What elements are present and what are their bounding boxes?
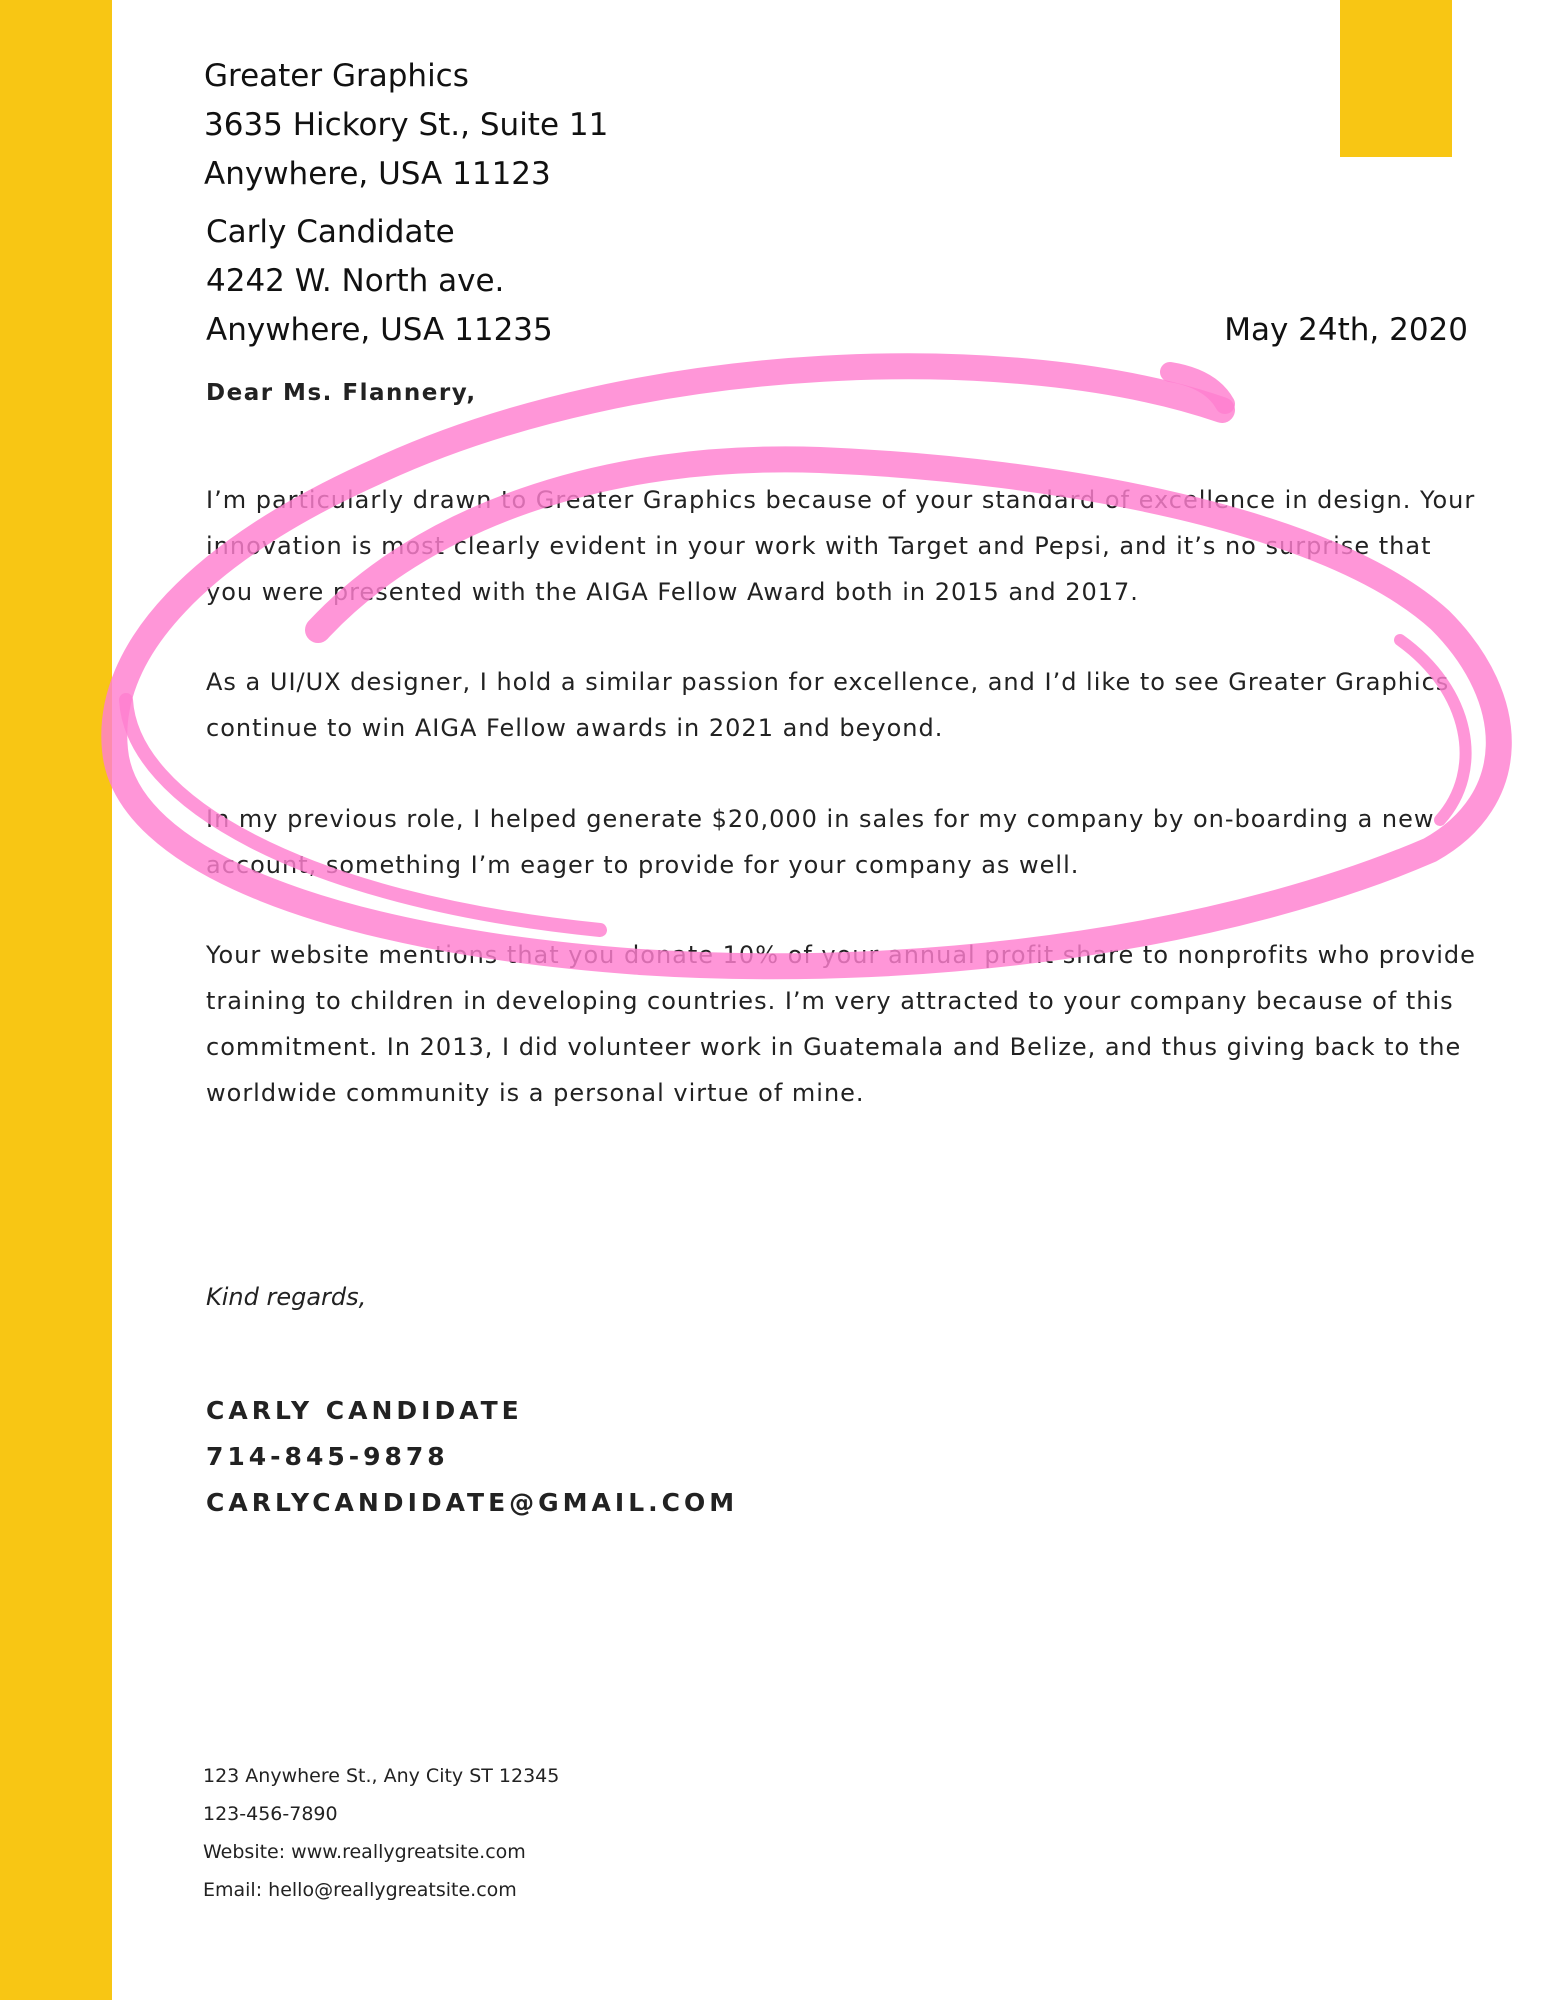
footer-contact xyxy=(203,1757,559,1909)
letter-date: May 24th, 2020 xyxy=(1224,312,1468,348)
signature-name: CARLY CANDIDATE xyxy=(206,1396,523,1425)
body-paragraph-4: Your website mentions that you donate 10% of your annual profit share to nonprofits who provide training to children in developing countries. I’m very attracted to your company because of this commitment. In 2013, I did volunteer work in Guatemala and Belize, and thus giving back to the worldwide community is a personal virtue of mine. xyxy=(206,941,1476,1107)
closing-line: Kind regards, xyxy=(206,1283,367,1311)
body-paragraph-1: I’m particularly drawn to Greater Graphics because of your standard of excellence in design. Your innovation is most clearly evident in your work with Target and Pepsi, and it’s no surprise that you were presented with the AIGA Fellow Award both in 2015 and 2017. xyxy=(206,486,1476,606)
body-paragraph-3: In my previous role, I helped generate $20,000 in sales for my company by on-boarding a new account, something I’m eager to provide for your company as well. xyxy=(206,805,1435,879)
sender-street: 3635 Hickory St., Suite 11 xyxy=(204,107,609,143)
sender-address xyxy=(204,52,608,199)
recipient-name: Carly Candidate xyxy=(206,214,455,250)
footer-phone: 123-456-7890 xyxy=(203,1803,338,1825)
sender-name: Greater Graphics xyxy=(204,58,469,94)
footer-email: Email: hello@reallygreatsite.com xyxy=(203,1879,517,1901)
signature-email: CARLYCANDIDATE@GMAIL.COM xyxy=(206,1488,739,1517)
yellow-side-bar xyxy=(0,0,112,2000)
footer-address: 123 Anywhere St., Any City ST 12345 xyxy=(203,1765,560,1787)
yellow-corner-block xyxy=(1340,0,1452,157)
sender-city: Anywhere, USA 11123 xyxy=(204,156,551,192)
recipient-street: 4242 W. North ave. xyxy=(206,263,505,299)
footer-website: Website: www.reallygreatsite.com xyxy=(203,1841,526,1863)
salutation: Dear Ms. Flannery, xyxy=(206,380,477,406)
signature-phone: 714-845-9878 xyxy=(206,1442,449,1471)
recipient-address xyxy=(206,208,553,355)
body-paragraph-2: As a UI/UX designer, I hold a similar passion for excellence, and I’d like to see Greater Graphics continue to win AIGA Fellow awards in 2021 and beyond. xyxy=(206,668,1450,742)
recipient-city: Anywhere, USA 11235 xyxy=(206,312,553,348)
signature-block xyxy=(206,1388,738,1526)
